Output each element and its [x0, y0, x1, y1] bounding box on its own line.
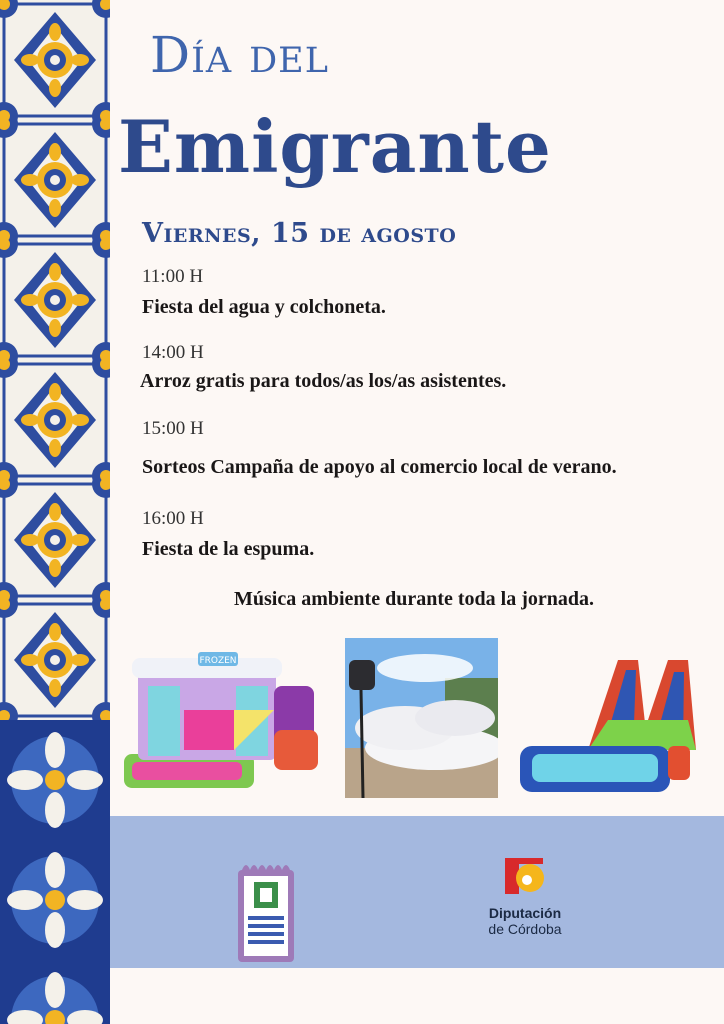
event-date: Viernes, 15 de agosto: [142, 218, 457, 249]
music-note: Música ambiente durante toda la jornada.: [234, 588, 594, 610]
schedule-time-1: 11:00 H: [142, 266, 204, 287]
title-line-2: Emigrante: [118, 104, 552, 189]
diputacion-cordoba-logo: [470, 856, 580, 937]
schedule-time-4: 16:00 H: [142, 508, 204, 529]
sponsor-band: [110, 816, 724, 968]
water-slide-photo: [518, 650, 698, 800]
diputacion-name: Diputación: [488, 905, 562, 921]
schedule-event-1: Fiesta del agua y colchoneta.: [142, 296, 386, 318]
title-line-1: Día del: [150, 26, 329, 84]
castle-sign-text: FROZEN: [199, 656, 237, 666]
diputacion-city: de Córdoba: [488, 921, 562, 937]
schedule-event-4: Fiesta de la espuma.: [142, 538, 315, 560]
foam-party-photo: [345, 638, 498, 798]
azulejo-tile-border: [0, 0, 110, 1024]
schedule-time-2: 14:00 H: [142, 342, 204, 363]
schedule-event-3: Sorteos Campaña de apoyo al comercio local de verano.: [142, 456, 617, 478]
bouncy-castle-photo: [124, 650, 320, 790]
schedule-event-2: Arroz gratis para todos/as los/as asistentes.: [140, 370, 507, 392]
municipal-crest: [236, 852, 296, 969]
schedule-time-3: 15:00 H: [142, 418, 204, 439]
